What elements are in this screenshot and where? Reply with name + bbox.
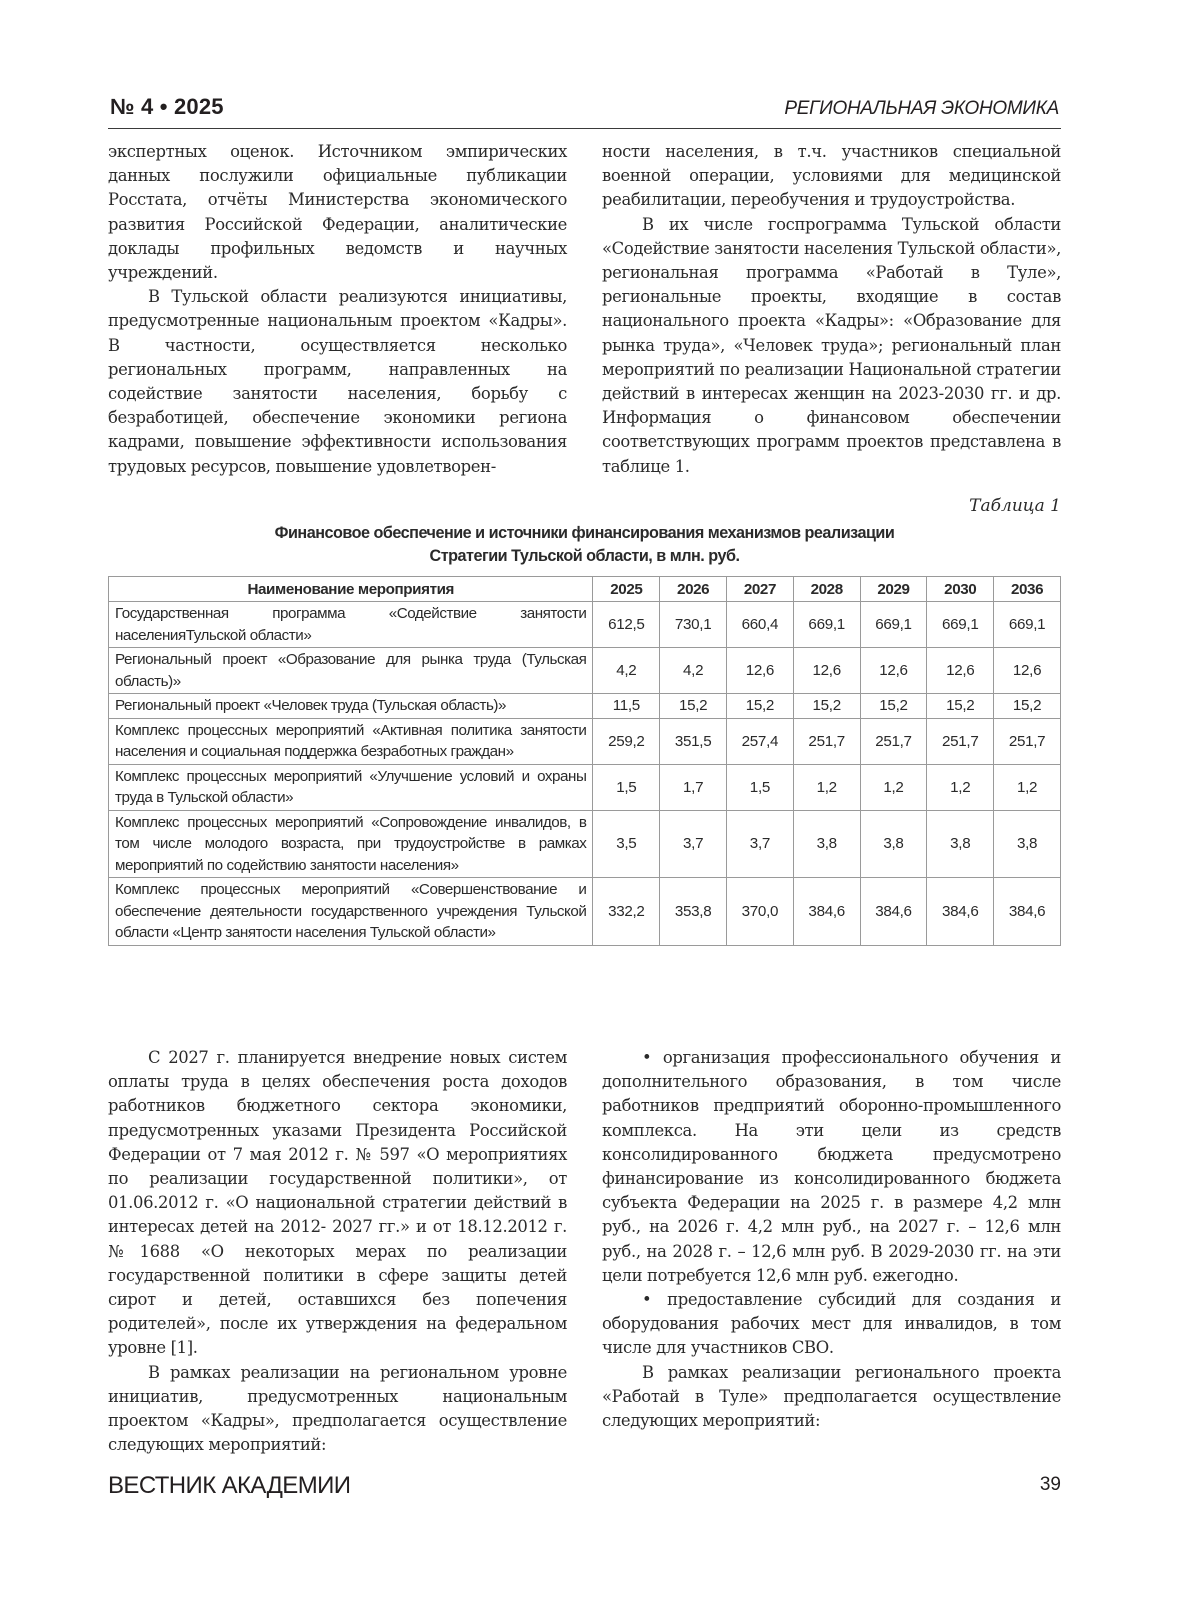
value-cell: 12,6 — [793, 648, 860, 694]
value-cell: 11,5 — [593, 694, 660, 719]
value-cell: 3,7 — [660, 810, 727, 878]
column-header-year: 2025 — [593, 577, 660, 602]
table-row — [109, 648, 1061, 694]
column-header-year: 2026 — [660, 577, 727, 602]
value-cell: 12,6 — [927, 648, 994, 694]
text-column-right-bottom — [602, 1046, 1061, 1433]
section-title: РЕГИОНАЛЬНАЯ ЭКОНОМИКА — [784, 98, 1059, 119]
value-cell: 15,2 — [793, 694, 860, 719]
journal-page — [108, 0, 1061, 1610]
paragraph: экспертных оценок. Источником эмпирических данных послужили официальные публикации Росстата, отчёты Министерства экономического развития Российской Федерации, аналитические доклады профильных ведомств и научных учреждений. — [108, 142, 567, 283]
table-row — [109, 878, 1061, 946]
table-label: Таблица 1 — [969, 496, 1061, 516]
table-caption — [108, 522, 1061, 568]
paragraph: В их числе госпрограмма Тульской области «Содействие занятости населения Тульской области», региональная программа «Работай в Туле», региональные проекты, входящие в состав национального проекта «Кадры»: «Образование для рынка труда», «Человек труда»; региональный план мероприятий по реализации Национальной стратегии действий в интересах женщин на 2023-2030 гг. и др. Информация о финансовом обеспечении соответствующих программ проектов представлена в таблице 1. — [602, 214, 1062, 476]
financing-table — [108, 576, 1061, 946]
value-cell: 384,6 — [927, 878, 994, 946]
bullet-paragraph: • организация профессионального обучения и дополнительного образования, в том числе работников предприятий оборонно-промышленного комплекса. На эти цели из средств консолидированного бюджета предусмотрено финансирование из консолидированного бюджета субъекта Федерации на 2025 г. в размере 4,2 млн руб., на 2026 г. 4,2 млн руб., на 2027 г. – 12,6 млн руб., на 2028 г. – 12,6 млн руб. В 2029-2030 гг. на эти цели потребуется 12,6 млн руб. ежегодно. — [602, 1048, 1061, 1285]
value-cell: 15,2 — [927, 694, 994, 719]
value-cell: 15,2 — [727, 694, 794, 719]
table-row — [109, 602, 1061, 648]
column-header-year: 2036 — [994, 577, 1061, 602]
column-header-year: 2027 — [727, 577, 794, 602]
value-cell: 332,2 — [593, 878, 660, 946]
row-name-cell: Региональный проект «Образование для рынка труда (Тульская область)» — [109, 648, 593, 694]
bullet-paragraph: • предоставление субсидий для создания и оборудования рабочих мест для инвалидов, в том числе для участников СВО. — [602, 1290, 1061, 1358]
value-cell: 12,6 — [994, 648, 1061, 694]
value-cell: 669,1 — [994, 602, 1061, 648]
table-caption-line: Финансовое обеспечение и источники финансирования механизмов реализации — [274, 524, 895, 542]
paragraph: В рамках реализации регионального проекта «Работай в Туле» предполагается осуществление следующих мероприятий: — [602, 1362, 1061, 1431]
table-row — [109, 764, 1061, 810]
value-cell: 3,8 — [860, 810, 927, 878]
value-cell: 353,8 — [660, 878, 727, 946]
value-cell: 1,2 — [994, 764, 1061, 810]
value-cell: 1,7 — [660, 764, 727, 810]
row-name-cell: Комплекс процессных мероприятий «Улучшение условий и охраны труда в Тульской области» — [109, 764, 593, 810]
table-row — [109, 694, 1061, 719]
paragraph: В рамках реализации на региональном уровне инициатив, предусмотренных национальным проектом «Кадры», предполагается осуществление следующих мероприятий: — [108, 1362, 567, 1455]
value-cell: 1,5 — [727, 764, 794, 810]
value-cell: 669,1 — [860, 602, 927, 648]
value-cell: 351,5 — [660, 718, 727, 764]
value-cell: 257,4 — [727, 718, 794, 764]
column-header-name: Наименование мероприятия — [109, 577, 593, 602]
value-cell: 4,2 — [593, 648, 660, 694]
value-cell: 1,5 — [593, 764, 660, 810]
running-header — [108, 92, 1061, 129]
value-cell: 3,8 — [793, 810, 860, 878]
value-cell: 251,7 — [927, 718, 994, 764]
page-number: 39 — [1039, 1474, 1061, 1495]
table-header-row — [109, 577, 1061, 602]
column-header-year: 2028 — [793, 577, 860, 602]
value-cell: 612,5 — [593, 602, 660, 648]
value-cell: 384,6 — [793, 878, 860, 946]
journal-name: ВЕСТНИК АКАДЕМИИ — [108, 1472, 351, 1499]
value-cell: 669,1 — [927, 602, 994, 648]
value-cell: 384,6 — [994, 878, 1061, 946]
paragraph: ности населения, в т.ч. участников специальной военной операции, условиями для медицинской реабилитации, переобучения и трудоустройства. — [602, 142, 1061, 210]
value-cell: 3,7 — [727, 810, 794, 878]
value-cell: 251,7 — [994, 718, 1061, 764]
row-name-cell: Региональный проект «Человек труда (Тульская область)» — [109, 694, 593, 719]
value-cell: 1,2 — [793, 764, 860, 810]
value-cell: 730,1 — [660, 602, 727, 648]
column-header-year: 2029 — [860, 577, 927, 602]
row-name-cell: Комплекс процессных мероприятий «Активная политика занятости населения и социальная поддержка безработных граждан» — [109, 718, 593, 764]
paragraph: В Тульской области реализуются инициативы, предусмотренные национальным проектом «Кадры». В частности, осуществляется несколько региональных программ, направленных на содействие занятости населения, борьбу с безработицей, обеспечение экономики региона кадрами, повышение эффективности использования трудовых ресурсов, повышение удовлетворен- — [108, 287, 567, 476]
row-name-cell: Государственная программа «Содействие занятости населенияТульской области» — [109, 602, 593, 648]
value-cell: 12,6 — [860, 648, 927, 694]
value-cell: 3,8 — [927, 810, 994, 878]
text-column-left-bottom — [108, 1046, 567, 1457]
value-cell: 669,1 — [793, 602, 860, 648]
value-cell: 660,4 — [727, 602, 794, 648]
value-cell: 4,2 — [660, 648, 727, 694]
value-cell: 15,2 — [660, 694, 727, 719]
paragraph: С 2027 г. планируется внедрение новых систем оплаты труда в целях обеспечения роста доходов работников бюджетного сектора экономики, предусмотренных указами Президента Российской Федерации от 7 мая 2012 г. № 597 «О мероприятиях по реализации государственной политики», от 01.06.2012 г. «О национальной стратегии действий в интересах детей на 2012- 2027 гг.» и от 18.12.2012 г. №1688 «О некоторых мерах по реализации государственной политики в сфере защиты детей сирот и детей, оставшихся без попечения родителей», после их утверждения на федеральном уровне [1]. — [108, 1048, 567, 1358]
value-cell: 15,2 — [994, 694, 1061, 719]
value-cell: 12,6 — [727, 648, 794, 694]
row-name-cell: Комплекс процессных мероприятий «Сопровождение инвалидов, в том числе молодого возраста, при трудоустройстве в рамках мероприятий по содействию занятости населения» — [109, 810, 593, 878]
value-cell: 259,2 — [593, 718, 660, 764]
value-cell: 3,5 — [593, 810, 660, 878]
value-cell: 384,6 — [860, 878, 927, 946]
value-cell: 3,8 — [994, 810, 1061, 878]
column-header-year: 2030 — [927, 577, 994, 602]
table-caption-line: Стратегии Тульской области, в млн. руб. — [429, 547, 740, 565]
value-cell: 370,0 — [727, 878, 794, 946]
value-cell: 1,2 — [860, 764, 927, 810]
issue-number: № 4 • 2025 — [110, 94, 224, 119]
value-cell: 15,2 — [860, 694, 927, 719]
text-column-right-top — [602, 140, 1061, 479]
value-cell: 251,7 — [793, 718, 860, 764]
row-name-cell: Комплекс процессных мероприятий «Совершенствование и обеспечение деятельности государственного учреждения Тульской области «Центр занятости населения Тульской области» — [109, 878, 593, 946]
value-cell: 1,2 — [927, 764, 994, 810]
value-cell: 251,7 — [860, 718, 927, 764]
text-column-left-top — [108, 140, 567, 479]
table-row — [109, 810, 1061, 878]
table-row — [109, 718, 1061, 764]
